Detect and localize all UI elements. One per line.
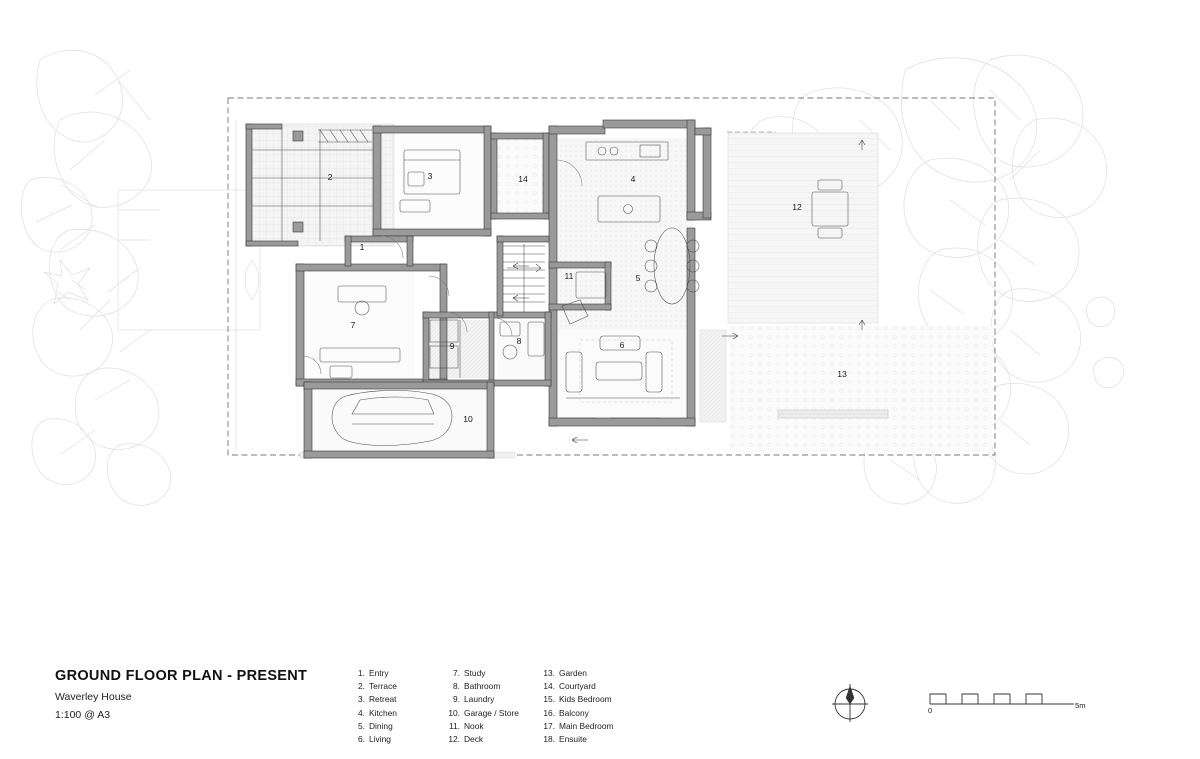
legend-number: 6.	[358, 733, 365, 744]
legend-item	[538, 681, 648, 692]
legend-number: 14.	[543, 681, 555, 692]
legend-item	[348, 694, 443, 705]
legend-item	[348, 681, 443, 692]
legend-item	[443, 668, 541, 679]
legend-label: Garden	[559, 668, 587, 678]
legend-label: Entry	[369, 668, 389, 678]
plan-label-9: 9	[449, 341, 455, 351]
legend-label: Garage / Store	[464, 707, 519, 718]
legend-item	[538, 721, 648, 732]
plan-label-5: 5	[635, 273, 641, 283]
legend-item	[348, 708, 443, 719]
legend-column-2	[443, 668, 541, 745]
legend-number: 12.	[448, 733, 460, 744]
plan-label-7: 7	[350, 320, 356, 330]
plan-label-2: 2	[327, 172, 333, 182]
legend-item	[443, 681, 541, 692]
legend-item	[538, 734, 648, 745]
legend-number: 9.	[453, 694, 460, 705]
legend-item	[443, 734, 541, 745]
legend-column-1	[348, 668, 443, 745]
legend-label: Bathroom	[464, 681, 501, 692]
plan-label-10: 10	[463, 414, 473, 424]
legend-number: 1.	[358, 668, 365, 678]
plan-label-11: 11	[564, 271, 574, 281]
legend-label: Dining	[369, 720, 393, 731]
legend-item	[443, 694, 541, 705]
scalebar-start-label: 0	[928, 706, 933, 715]
legend-number: 2.	[358, 681, 365, 692]
legend-number: 3.	[358, 694, 365, 705]
legend-label: Retreat	[369, 694, 397, 705]
plan-label-8: 8	[516, 336, 522, 346]
legend-number: 7.	[453, 668, 460, 678]
legend-item	[348, 721, 443, 732]
plan-label-4: 4	[630, 174, 636, 184]
plan-label-3: 3	[427, 171, 433, 181]
plan-label-1: 1	[359, 242, 365, 252]
legend-label: Main Bedroom	[559, 720, 614, 731]
legend-label: Ensuite	[559, 733, 587, 744]
plan-label-13: 13	[837, 369, 847, 379]
drawing-scale: 1:100 @ A3	[55, 709, 111, 721]
legend-label: Kitchen	[369, 707, 397, 718]
legend-number: 15.	[543, 694, 555, 705]
sheet-title: GROUND FLOOR PLAN - PRESENT	[55, 668, 308, 684]
legend-item	[443, 708, 541, 719]
legend-number: 8.	[453, 681, 460, 692]
scalebar-end-label: 5m	[1075, 701, 1086, 710]
legend-label: Deck	[464, 733, 484, 744]
project-name: Waverley House	[55, 691, 132, 703]
plan-label-14: 14	[518, 174, 528, 184]
legend-label: Laundry	[464, 694, 495, 705]
legend-number: 5.	[358, 720, 365, 731]
legend-label: Study	[464, 668, 486, 678]
legend-column-3	[538, 668, 648, 745]
legend-number: 11.	[448, 720, 460, 731]
legend-item	[443, 721, 541, 732]
legend-label: Nook	[464, 720, 484, 731]
title-block	[55, 668, 307, 721]
legend-number: 17.	[543, 720, 555, 731]
legend-item	[538, 708, 648, 719]
plan-label-12: 12	[792, 202, 802, 212]
legend-label: Balcony	[559, 707, 589, 718]
legend-number: 10.	[448, 707, 460, 718]
legend-label: Terrace	[369, 681, 397, 692]
legend-item	[538, 668, 648, 679]
north-arrow-icon	[828, 682, 872, 726]
legend-label: Living	[369, 733, 391, 744]
legend-item	[348, 734, 443, 745]
scale-bar	[928, 686, 1088, 720]
legend-number: 18.	[543, 733, 555, 744]
legend-label: Kids Bedroom	[559, 694, 612, 705]
legend-label: Courtyard	[559, 681, 596, 692]
legend-item	[538, 694, 648, 705]
plan-label-6: 6	[619, 340, 625, 350]
legend-item	[348, 668, 443, 679]
legend-number: 13.	[543, 668, 555, 678]
legend-number: 16.	[543, 707, 555, 718]
legend-number: 4.	[358, 707, 365, 718]
